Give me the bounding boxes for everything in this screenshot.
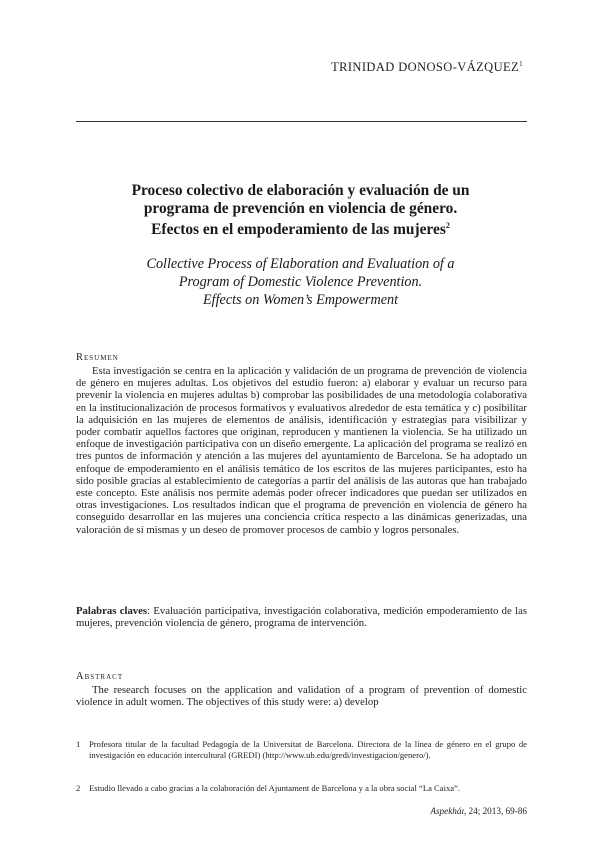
title-en-line-1: Collective Process of Elaboration and Evaluation of a: [146, 256, 455, 272]
running-head: [331, 60, 523, 75]
journal-citation: [430, 806, 527, 816]
author-name: TRINIDAD DONOSO-VÁZQUEZ: [331, 60, 520, 75]
footnote-text: Profesora titular de la facultad Pedagogía de la Universitat de Barcelona. Directora de la línea de género en el grupo de investigación en educación intercultural (GREDI) (http://www.ub.edu/gredi/investigacion/genero/).: [89, 739, 527, 761]
abstract-paragraph: The research focuses on the application and validation of a program of prevention of domestic violence in adult women. The objectives of this study were: a) develop: [76, 684, 527, 709]
footnote-2: [76, 783, 527, 794]
keywords-list: : Evaluación participativa, investigación colaborativa, medición empoderamiento de las mujeres, prevención violencia de género, programa de intervención.: [76, 605, 527, 630]
header-rule: [76, 121, 527, 122]
title-es-line-3-text: Efectos en el empoderamiento de las mujeres: [151, 221, 446, 239]
resumen-body: [76, 365, 527, 536]
title-en-line-2: Program of Domestic Violence Prevention.: [178, 274, 423, 290]
resumen-paragraph: Esta investigación se centra en la aplicación y validación de un programa de prevención de violencia de género en mujeres adultas. Los objetivos del estudio fueron: a) elaborar y evaluar un recurso para prevenir la violencia en mujeres adultas b) comprobar las posibilidades de una metodología colaborativa en la institucionalización de procesos formativos y evaluativos alrededor de esta temática y c) posibilitar la adquisición en las mujeres de elementos de análisis, identificación y estrategias para visibilizar y poder combatir aquellos factores que originan, reproducen y mantienen la violencia. Se ha utilizado un enfoque de investigación participativa con un diseño emergente. La aplicación del programa se realizó en tres puntos de información y atención a las mujeres del ayuntamiento de Barcelona. Se ha adoptado un enfoque de empoderamiento en el análisis temático de los escritos de las mujeres participantes, esto ha sido posible gracias al establecimiento de categorías a partir del análisis de las autoras que han trabajado este concepto. Este análisis nos permite además poder ofrecer indicadores que puedan ser utilizados en otras investigaciones. Los resultados indican que el programa de prevención en violencia de género ha conseguido desarrollar en las mujeres una conciencia crítica respecto a las dinámicas generizadas, una valoración de sí mismas y un deseo de promover procesos de cambio y logros personales.: [76, 365, 527, 536]
title-es-line-1: Proceso colectivo de elaboración y evaluación de un: [131, 182, 470, 199]
title-en-line-3: Effects on Women’s Empowerment: [202, 292, 399, 308]
title-english: [80, 255, 521, 309]
journal-name: Aspekháɪ: [430, 806, 464, 816]
footnote-1: [76, 739, 527, 761]
abstract-body: [76, 684, 527, 708]
footnote-number: 1: [76, 739, 81, 749]
resumen-heading: Resumen: [76, 352, 119, 363]
abstract-heading: Abstract: [76, 671, 124, 682]
author-footnote-marker: 1: [519, 60, 523, 68]
title-footnote-marker: 2: [445, 221, 450, 230]
footnote-number: 2: [76, 783, 81, 793]
title-es-line-2: programa de prevención en violencia de género.: [143, 199, 458, 217]
keywords-label: Palabras claves: [76, 605, 148, 617]
keywords: [76, 605, 527, 629]
title-spanish: [80, 182, 521, 239]
title-es-line-3: [80, 217, 521, 239]
footnote-text: Estudio llevado a cabo gracias a la colaboración del Ajuntament de Barcelona y a la obra social “La Caixa”.: [89, 783, 461, 793]
journal-volume-pages: , 24; 2013, 69-86: [463, 806, 527, 816]
